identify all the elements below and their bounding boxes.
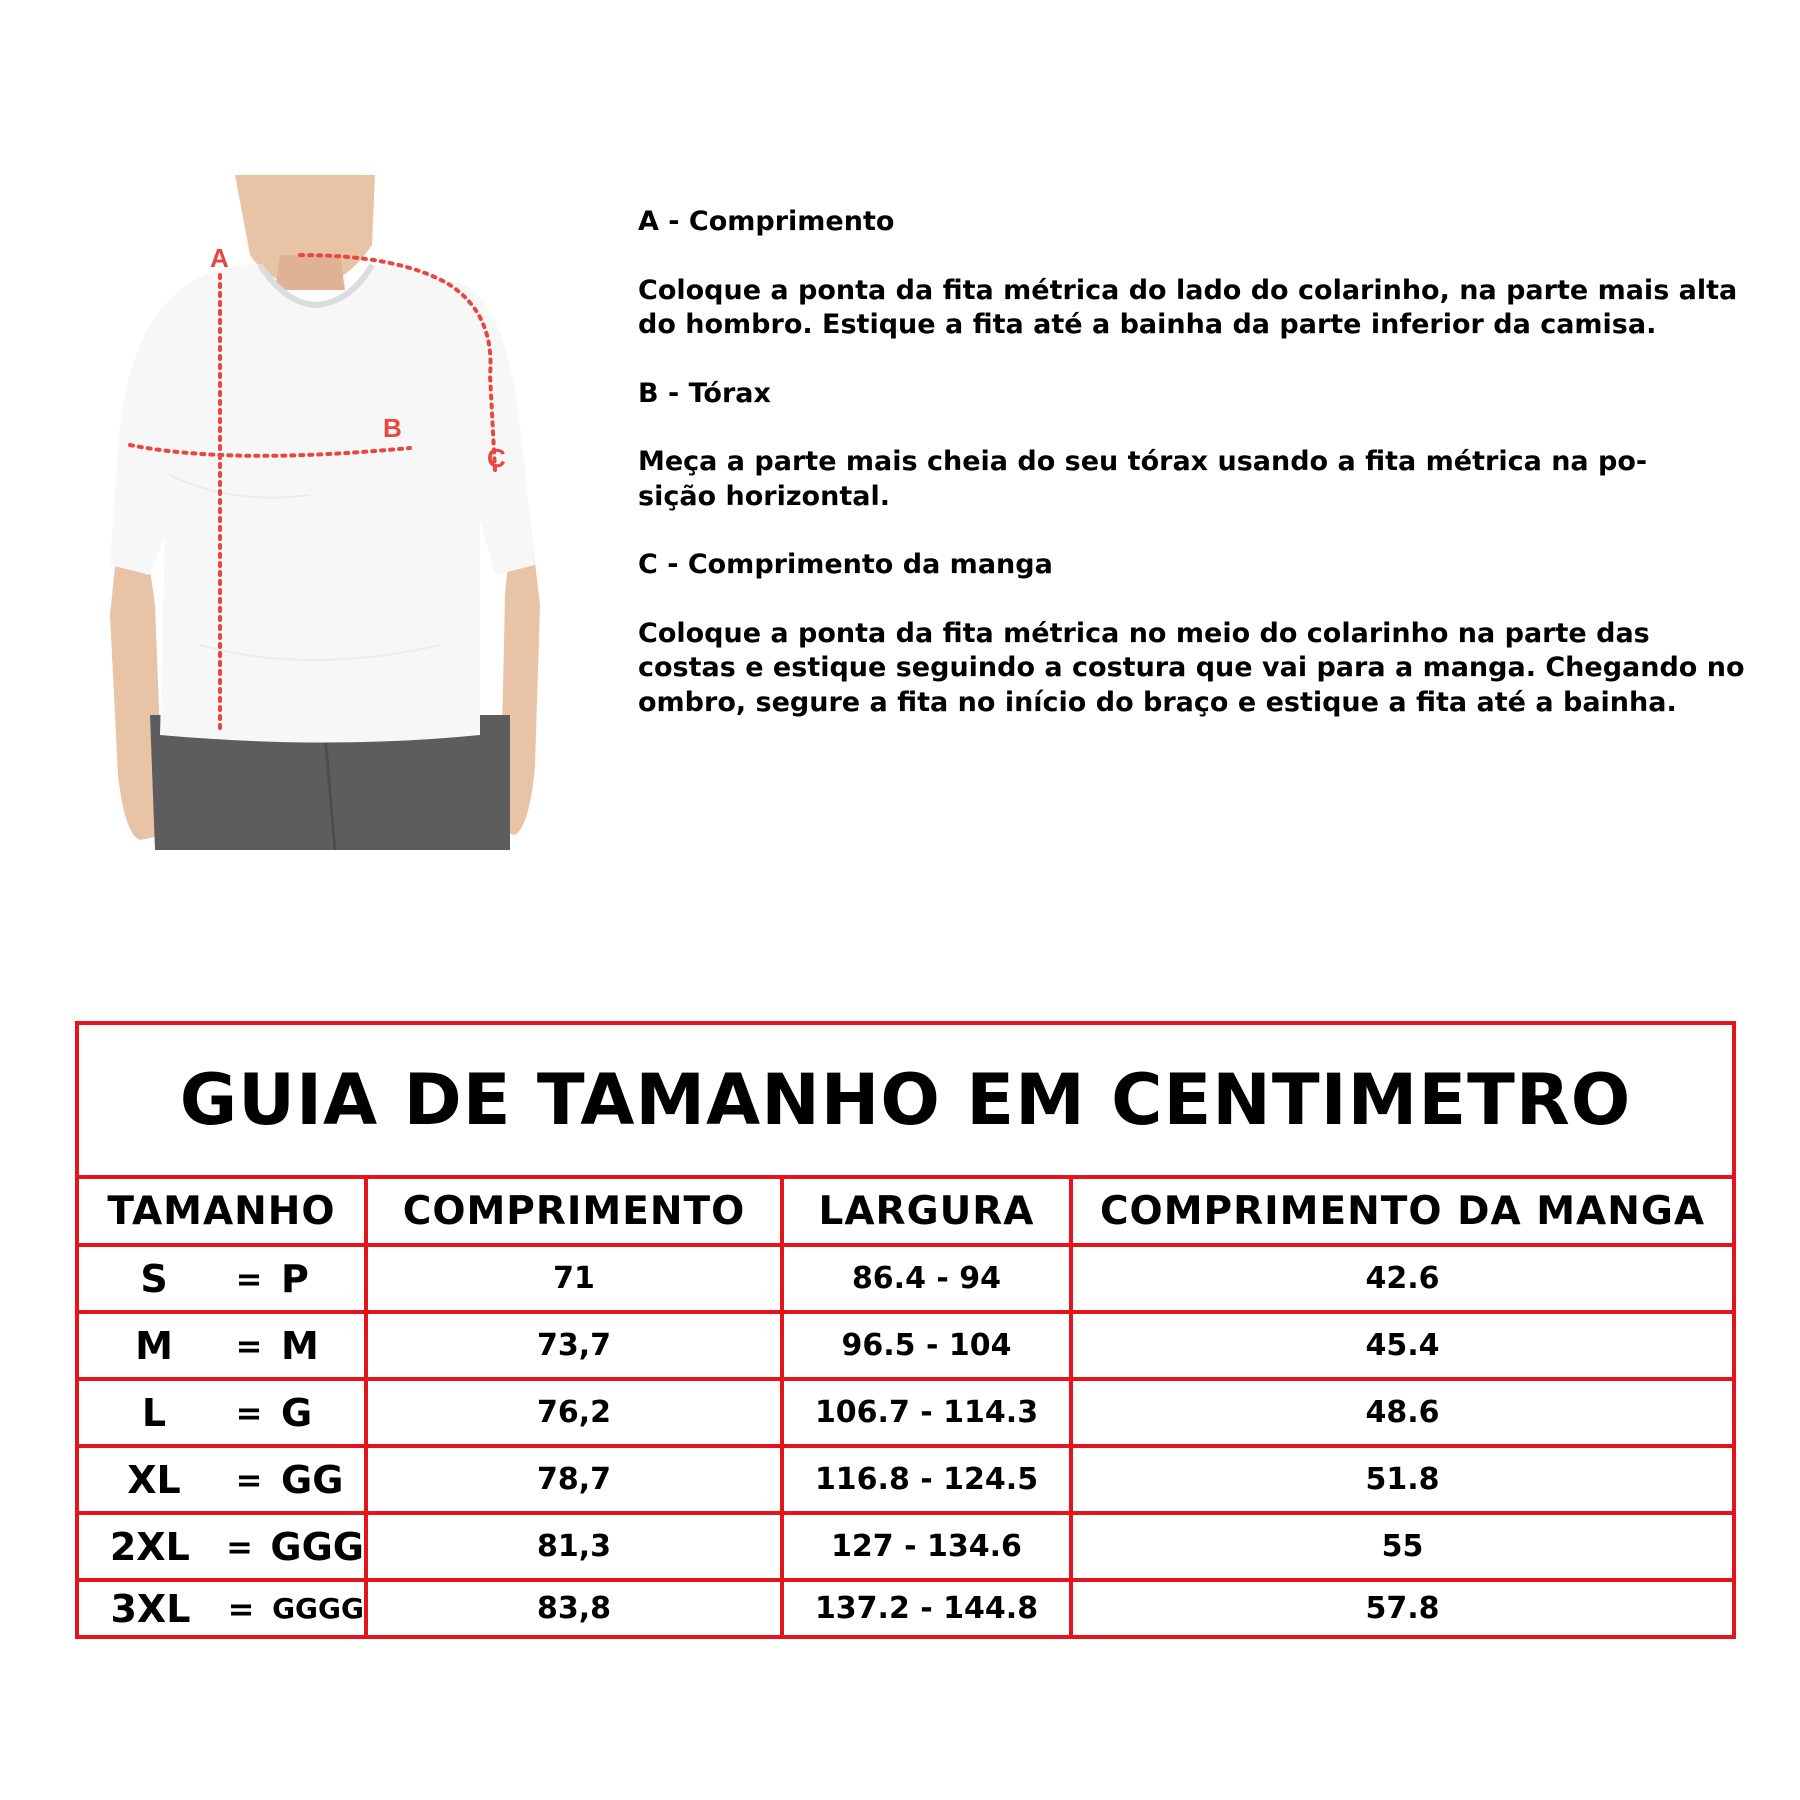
size-equals: = — [227, 1589, 255, 1628]
comprimento-cell: 71 — [553, 1261, 595, 1296]
label-c: C — [487, 443, 506, 473]
size-equals: = — [226, 1527, 253, 1566]
largura-cell: 137.2 - 144.8 — [814, 1591, 1039, 1626]
size-international: M — [135, 1323, 173, 1368]
comprimento-cell: 81,3 — [536, 1529, 612, 1564]
size-equals: = — [235, 1326, 263, 1365]
size-brazil: GGGG — [272, 1592, 364, 1625]
size-cell — [79, 1448, 364, 1511]
manga-cell: 42.6 — [1365, 1261, 1440, 1296]
manga-cell: 45.4 — [1365, 1328, 1440, 1363]
size-equals: = — [235, 1460, 263, 1499]
largura-cell: 116.8 - 124.5 — [814, 1462, 1039, 1497]
instruction-b-title: B - Tórax — [638, 377, 771, 409]
size-equals: = — [235, 1393, 263, 1432]
table-title: GUIA DE TAMANHO EM CENTIMETRO — [179, 1059, 1632, 1141]
comprimento-cell: 76,2 — [536, 1395, 612, 1430]
size-cell — [79, 1381, 364, 1444]
size-international: 3XL — [110, 1586, 191, 1631]
largura-cell: 106.7 - 114.3 — [814, 1395, 1039, 1430]
largura-cell: 96.5 - 104 — [841, 1328, 1012, 1363]
header-tamanho: TAMANHO — [107, 1188, 336, 1234]
size-brazil: GG — [281, 1457, 344, 1502]
label-b: B — [383, 413, 402, 443]
size-cell — [79, 1582, 364, 1635]
size-international: L — [141, 1390, 167, 1435]
manga-cell: 57.8 — [1365, 1591, 1440, 1626]
manga-cell: 55 — [1381, 1529, 1424, 1564]
instruction-c-title: C - Comprimento da manga — [638, 549, 1053, 580]
comprimento-cell: 83,8 — [536, 1591, 612, 1626]
size-brazil: M — [281, 1323, 319, 1368]
instruction-a-text: Coloque a ponta da fita métrica do lado do colarinho, na parte mais alta do hombro. Estique a fita até a bainha da parte inferior da camisa. — [638, 274, 1747, 340]
size-brazil: P — [281, 1256, 309, 1301]
measurement-instructions — [638, 205, 1754, 754]
tshirt-measurement-figure — [110, 175, 570, 850]
size-international: 2XL — [109, 1524, 190, 1569]
comprimento-cell: 73,7 — [536, 1328, 612, 1363]
instruction-b-text: Meça a parte mais cheia do seu tórax usando a fita métrica na po- sição horizontal. — [638, 446, 1648, 512]
size-brazil: G — [281, 1390, 313, 1435]
header-comprimento: COMPRIMENTO — [402, 1188, 746, 1234]
instruction-a-title: A - Comprimento — [638, 206, 895, 237]
manga-cell: 48.6 — [1365, 1395, 1440, 1430]
label-a: A — [210, 243, 229, 273]
largura-cell: 86.4 - 94 — [851, 1261, 1002, 1296]
header-comprimento-manga: COMPRIMENTO DA MANGA — [1099, 1188, 1706, 1234]
header-largura: LARGURA — [818, 1188, 1035, 1234]
size-international: XL — [127, 1457, 181, 1502]
size-cell — [79, 1515, 364, 1578]
comprimento-cell: 78,7 — [536, 1462, 612, 1497]
size-cell — [79, 1247, 364, 1310]
size-equals: = — [235, 1259, 263, 1298]
largura-cell: 127 - 134.6 — [831, 1529, 1022, 1564]
size-cell — [79, 1314, 364, 1377]
tshirt-illustration — [110, 175, 570, 850]
size-brazil: GGG — [270, 1524, 364, 1569]
size-guide-table — [75, 1021, 1736, 1639]
instruction-c-text: Coloque a ponta da fita métrica no meio do colarinho na parte das costas e estique seguindo a costura que vai para a manga. Chegando no ombro, segure a fita no início do braço e estique a fita até a bainha. — [638, 617, 1754, 718]
manga-cell: 51.8 — [1365, 1462, 1440, 1497]
size-international: S — [140, 1256, 168, 1301]
